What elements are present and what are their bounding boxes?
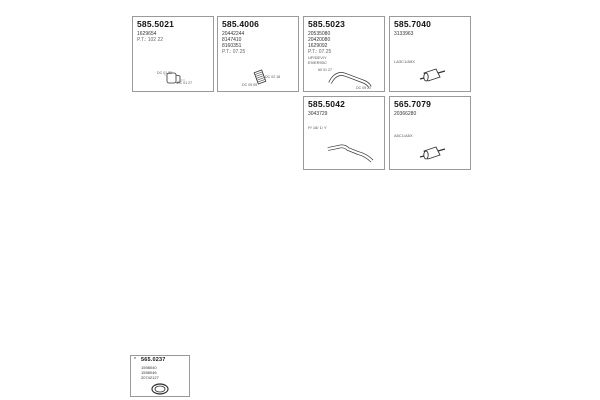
part-card-565-7079[interactable] (389, 96, 471, 170)
silencer-drawing (418, 143, 448, 165)
reference-number: 1598046 (141, 370, 157, 375)
reference-number: 1629092 (308, 43, 328, 49)
reference-list (141, 365, 159, 380)
part-card-585-7040[interactable] (389, 16, 471, 92)
reference-list (394, 111, 416, 117)
model-code: E9/ER90C (308, 60, 327, 65)
reference-list (394, 31, 413, 37)
callout-label: 60 01 27 (318, 68, 332, 72)
reference-list (308, 31, 331, 55)
part-card-585-5023[interactable] (303, 16, 385, 92)
part-number: 585.7040 (394, 19, 432, 29)
part-number: 585.5023 (308, 19, 346, 29)
part-note: P.T.: 07.25 (308, 49, 332, 55)
part-card-585-5021[interactable] (132, 16, 214, 92)
reference-number: 20535080 (308, 31, 331, 37)
reference-number: 20366280 (394, 111, 417, 117)
callout-label: DC 02 18 (265, 75, 281, 79)
model-code: UP/DEV/Y (308, 55, 327, 60)
part-card-585-4006[interactable] (217, 16, 299, 92)
part-note: P.T.: 07.25 (222, 49, 246, 55)
reference-number: 20742127 (141, 375, 159, 380)
part-note: P.T.: 102 22 (137, 37, 164, 43)
reference-number: 1629654 (137, 31, 157, 37)
reference-number: 8160351 (222, 43, 242, 49)
callout-label: DC 01 27 (177, 81, 193, 85)
silencer-drawing (418, 65, 448, 87)
reference-number: 1598040 (141, 365, 157, 370)
part-number: 585.5021 (137, 19, 175, 29)
marker-icon: * (134, 357, 136, 363)
model-code: LA3C1/A5X (394, 59, 415, 64)
callout-label: DC 01 22 (157, 71, 173, 75)
callout-label: DC 09 05 (242, 83, 258, 87)
part-number: 565.7079 (394, 99, 432, 109)
part-card-585-5042[interactable] (303, 96, 385, 170)
reference-list (308, 111, 327, 117)
gasket-ring-drawing (149, 382, 171, 396)
reference-number: 20420080 (308, 37, 331, 43)
part-number: 585.5042 (308, 99, 346, 109)
model-code: P/ 18/ 1/ Y (308, 125, 327, 130)
long-pipe-drawing (324, 139, 380, 167)
reference-list (222, 31, 245, 55)
reference-number: 3043729 (308, 111, 328, 117)
reference-number: 3133963 (394, 31, 414, 37)
part-card-565-0237[interactable] (130, 355, 190, 397)
reference-number: 20442244 (222, 31, 245, 37)
part-number: 585.4006 (222, 19, 260, 29)
reference-list (137, 31, 163, 43)
reference-number: 8147410 (222, 37, 242, 43)
model-code: A5C1/A5X (394, 133, 413, 138)
callout-label: DC 09 22 (356, 86, 372, 90)
part-number: 565.0237 (141, 357, 166, 363)
